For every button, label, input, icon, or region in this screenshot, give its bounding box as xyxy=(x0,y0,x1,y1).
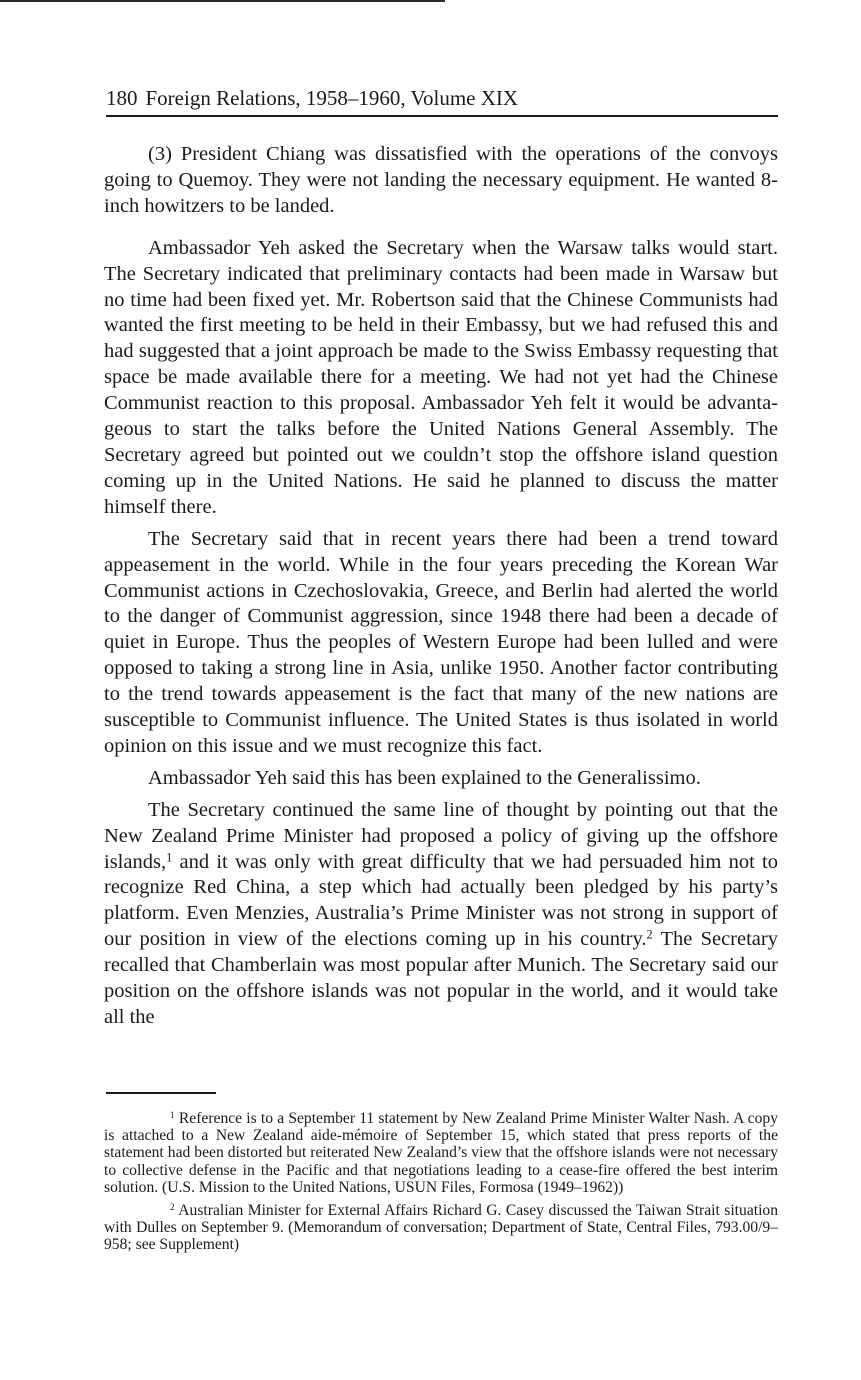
main-text xyxy=(104,142,778,1031)
footnote-1-text: Reference is to a September 11 statement by New Zealand Prime Minister Walter Nash. A copy is attached to a New Zealand aide-mémoire of September 15, which stated that press reports of the statement had been distorted but reiterated New Zealand’s view that the offshore islands were not necessary to collective defense in the Pacific and that negotiations leading to a cease-fire offered the best interim solution. (U.S. Mission to the United Nations, USUN Files, Formosa (1949–1962)) xyxy=(104,1110,778,1196)
footnote-1-mark: 1 xyxy=(170,1110,175,1121)
paragraph-5-part-2: and it was only with great difficulty that we had persuaded him not to recognize Red China, a step which had actually been pledged by his party’s platform. Even Menzies, Australia’s Prime Minister was not strong in support of our position in view of the elections coming up in his country. xyxy=(104,850,778,951)
paragraph-2: Ambassador Yeh asked the Secretary when the Warsaw talks would start. The Secretary indicated that preliminary contacts had been made in Warsaw but no time had been fixed yet. Mr. Robertson said that the Chinese Communists had wanted the first meeting to be held in their Embassy, but we had refused this and had suggested that a joint approach be made to the Swiss Embassy requesting that space be made available there for a meeting. We had not yet had the Chinese Communist reaction to this proposal. Ambassador Yeh felt it would be advantageous to start the talks before the United Nations General Assembly. The Secretary agreed but pointed out we couldn’t stop the offshore island question coming up in the United Nations. He said he planned to discuss the matter himself there. xyxy=(104,236,778,518)
footnote-2 xyxy=(104,1202,778,1254)
footnote-separator xyxy=(106,1092,216,1094)
footnote-reference-2[interactable]: 2 xyxy=(646,927,653,942)
footnote-2-text: Australian Minister for External Affairs Richard G. Casey discussed the Taiwan Strait situation with Dulles on September 9. (Memorandum of conversation; Department of State, Central Files, 793.00/9–958; see Supplement) xyxy=(104,1202,778,1254)
paragraph-5 xyxy=(104,798,778,1031)
page-number: 180 xyxy=(106,86,138,110)
paragraph-5-part-3: The Secretary recalled that Chamberlain was most popular after Munich. The Secretary said our position on the offshore islands was not popular in the world, and it would take all the xyxy=(104,928,778,1028)
paragraph-3: The Secretary said that in recent years there had been a trend toward appeasement in the world. While in the four years preceding the Korean War Communist actions in Czechoslovakia, Greece, and Berlin had alerted the world to the danger of Communist aggression, since 1948 there had been a decade of quiet in Europe. Thus the peoples of Western Europe had been lulled and were opposed to taking a strong line in Asia, unlike 1950. Another factor contributing to the trend towards appeasement is the fact that many of the new nations are susceptible to Communist influence. The United States is thus isolated in world opinion on this issue and we must recognize this fact. xyxy=(104,527,778,757)
footnote-2-mark: 2 xyxy=(170,1202,175,1213)
footnotes xyxy=(104,1110,778,1254)
header-rule xyxy=(106,115,778,117)
footnote-1 xyxy=(104,1110,778,1196)
running-header xyxy=(106,84,778,112)
paragraph-5-part-1: The Secretary continued the same line of thought by pointing out that the New Zealand Prime Minister had proposed a policy of giving up the offshore islands, xyxy=(104,798,778,873)
running-title: Foreign Relations, 1958–1960, Volume XIX xyxy=(145,86,519,110)
scan-edge-line xyxy=(0,0,445,2)
footnote-reference-1[interactable]: 1 xyxy=(166,849,173,864)
paragraph-4: Ambassador Yeh said this has been explained to the Generalissimo. xyxy=(148,766,701,789)
paragraph-1: (3) President Chiang was dissatisfied with the operations of the convoys going to Quemoy. They were not landing the necessary equipment. He wanted 8-inch howitzers to be landed. xyxy=(104,143,778,217)
